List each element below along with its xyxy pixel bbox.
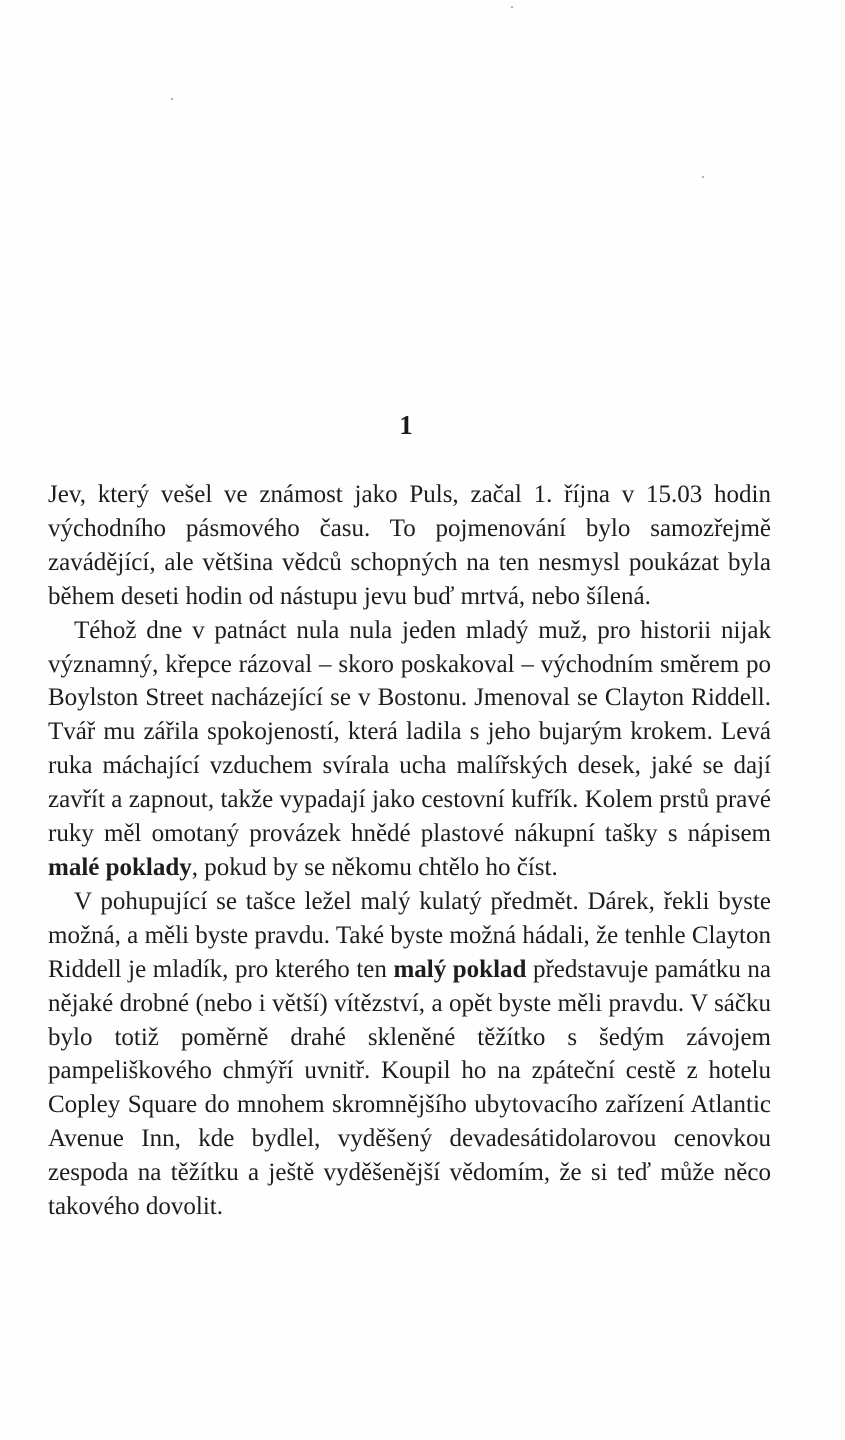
paragraph-text: Téhož dne v patnáct nula nula jeden mladý muž, pro historii nijak významný, křepce rázoval – skoro poskakoval – východním směrem po Boylston Street nacházející se v Bostonu. Jmenoval se Clayton Riddell. Tvář mu zářila spokojeností, která ladila s jeho bujarým krokem. Levá ruka máchající vzduchem svírala ucha malířských desek, jaké se dají zavřít a zapnout, takže vypadají jako cestovní kufřík. Kolem prstů pravé ruky měl omotaný provázek hnědé plastové nákupní tašky s nápisem bbox=[48, 616, 771, 848]
paragraph bbox=[48, 614, 771, 885]
paragraph bbox=[48, 885, 771, 1224]
paragraph-text: V pohupující se tašce ležel malý kulatý předmět. Dárek, řekli byste možná, a měli byste pravdu. Také byste možná hádali, že tenhle Clayton Riddell je mladík, pro kterého ten bbox=[48, 887, 771, 983]
paper-speck bbox=[511, 6, 513, 8]
chapter-number: 1 bbox=[399, 410, 413, 440]
chapter-text bbox=[48, 478, 771, 1224]
paragraph-text: , pokud by se někomu chtělo ho číst. bbox=[191, 853, 558, 881]
paper-speck bbox=[171, 98, 173, 100]
bold-phrase: malé poklady bbox=[48, 853, 192, 881]
bold-phrase: malý poklad bbox=[393, 955, 527, 983]
paragraph-text: představuje památku na nějaké drobné (nebo i větší) vítězství, a opět byste měli pravdu. V sáčku bylo totiž poměrně drahé skleněné těžítko s šedým závojem pampeliškového chmýří uvnitř. Koupil ho na zpáteční cestě z hotelu Copley Square do mnohem skromnějšího ubytovacího zařízení Atlantic Avenue Inn, kde bydlel, vyděšený devadesátidolarovou cenovkou zespoda na těžítku a ještě vyděšenější vědomím, že si teď může něco takového dovolit. bbox=[48, 955, 771, 1221]
paragraph-text: Jev, který vešel ve známost jako Puls, začal 1. října v 15.03 hodin východního pásmového času. To pojmenování bylo samozřejmě zavádějící, ale většina vědců schopných na ten nesmysl poukázat byla během deseti hodin od nástupu jevu buď mrtvá, nebo šílená. bbox=[48, 481, 771, 610]
paper-speck bbox=[702, 176, 704, 178]
paragraph bbox=[48, 478, 771, 614]
